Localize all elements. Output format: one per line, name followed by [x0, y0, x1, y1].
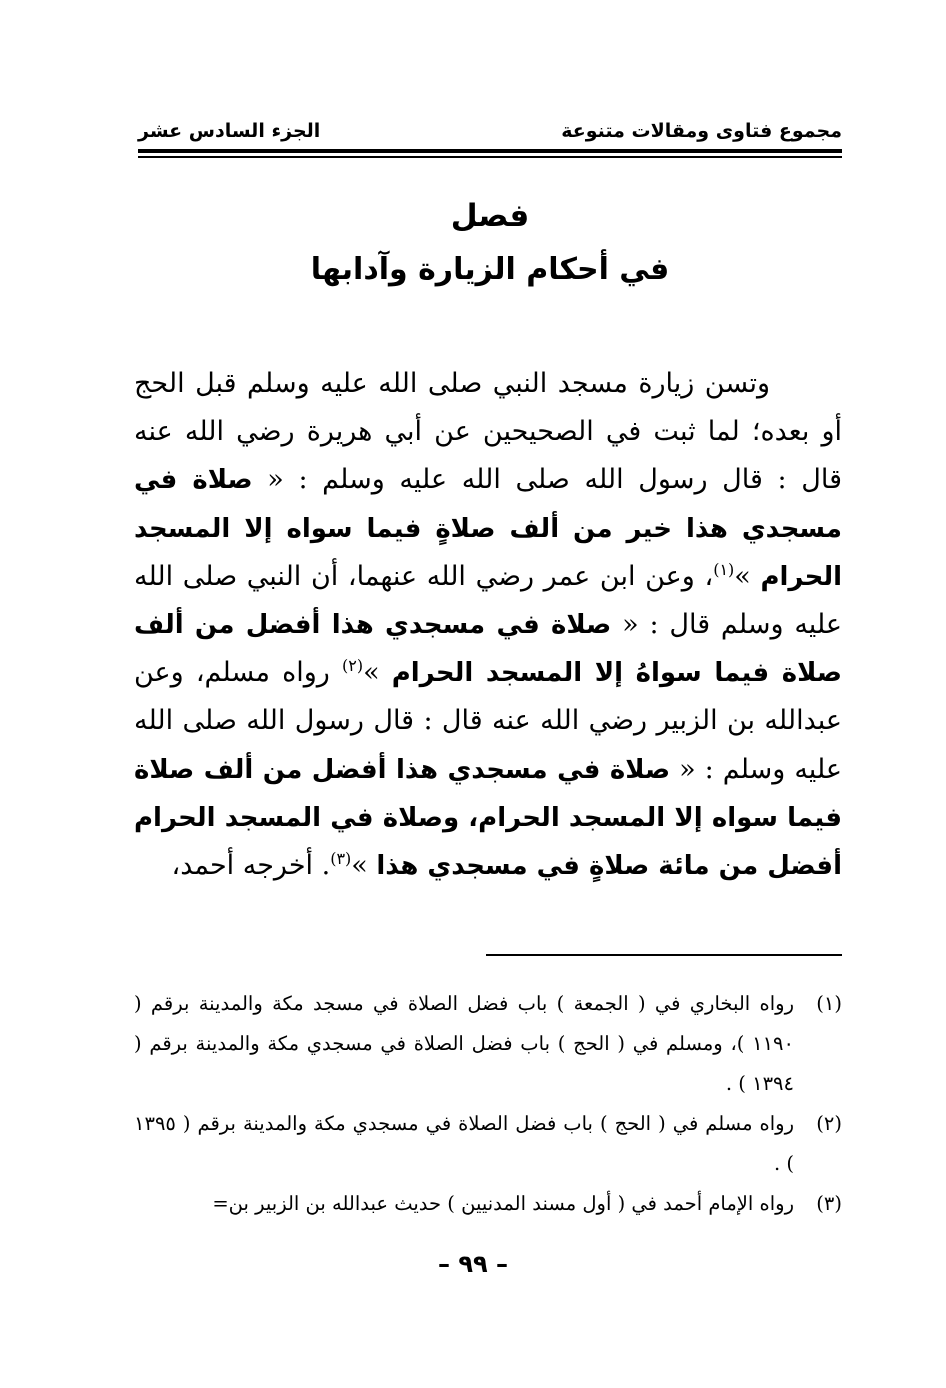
- body-text: وتسن زيارة مسجد النبي صلى الله عليه وسلم قبل الحج أو بعده؛ لما ثبت في الصحيحين عن أبي هريرة رضي الله عنه قال : قال رسول الله صلى الله عليه وسلم : «: [134, 368, 842, 496]
- footnote-ref[interactable]: (١): [713, 559, 735, 579]
- footnote-text: رواه مسلم في ( الحج ) باب فضل الصلاة في مسجدي مكة والمدينة برقم ( ١٣٩٥ ) .: [134, 1112, 794, 1175]
- footnote-ref[interactable]: (٣): [330, 849, 352, 869]
- running-header: [138, 112, 842, 142]
- page-number: – ٩٩ –: [437, 1250, 508, 1278]
- footnote-text: رواه البخاري في ( الجمعة ) باب فضل الصلاة في مسجد مكة والمدينة برقم ( ١١٩٠ )، ومسلم في ( الحج ) باب فضل الصلاة في مسجدي مكة والمدينة برقم ( ١٣٩٤ ) .: [134, 992, 794, 1095]
- body-text: رواه مسلم، وعن عبدالله بن الزبير رضي الله عنه قال : قال رسول الله صلى الله عليه وسلم : «: [134, 657, 843, 785]
- quote-close: »: [734, 560, 761, 592]
- footnote-item: [134, 1104, 842, 1184]
- quote-close: »: [351, 850, 377, 882]
- quote-close: »: [363, 657, 392, 689]
- footnote-number: (١): [816, 992, 842, 1015]
- footnote-number: (٢): [816, 1112, 842, 1135]
- footnote-separator: [486, 954, 842, 956]
- footnote-item: [134, 1184, 842, 1224]
- header-rule-thin: [138, 156, 842, 158]
- hadith-quote: صلاة في مسجدي هذا خير من ألف صلاةٍ فيما سواه إلا المسجد الحرام: [134, 465, 842, 592]
- volume-label: الجزء السادس عشر: [138, 120, 321, 142]
- footnote-text: رواه الإمام أحمد في ( أول مسند المدنيين ) حديث عبدالله بن الزبير بن=: [212, 1192, 794, 1215]
- body-text: ، وعن ابن عمر رضي الله عنهما، أن النبي صلى الله عليه وسلم قال : «: [134, 560, 842, 641]
- hadith-quote: صلاة في مسجدي هذا أفضل من ألف صلاة فيما سواهُ إلا المسجد الحرام: [134, 610, 842, 689]
- book-title: مجموع فتاوى ومقالات متنوعة: [561, 120, 842, 142]
- body-text: . أخرجه أحمد،: [171, 850, 331, 882]
- chapter-title: فصل: [450, 198, 530, 234]
- footnote-number: (٣): [816, 1192, 842, 1215]
- footnotes: [134, 984, 842, 1224]
- body-paragraph: [134, 360, 842, 890]
- footnote-item: [134, 984, 842, 1104]
- footnote-ref[interactable]: (٢): [341, 656, 364, 676]
- chapter-subtitle: في أحكام الزيارة وآدابها: [310, 252, 670, 287]
- header-rule: [138, 149, 842, 153]
- hadith-quote: صلاة في مسجدي هذا أفضل من ألف صلاة فيما سواه إلا المسجد الحرام، وصلاة في المسجد الحرام أفضل من مائة صلاةٍ في مسجدي هذا: [134, 754, 842, 882]
